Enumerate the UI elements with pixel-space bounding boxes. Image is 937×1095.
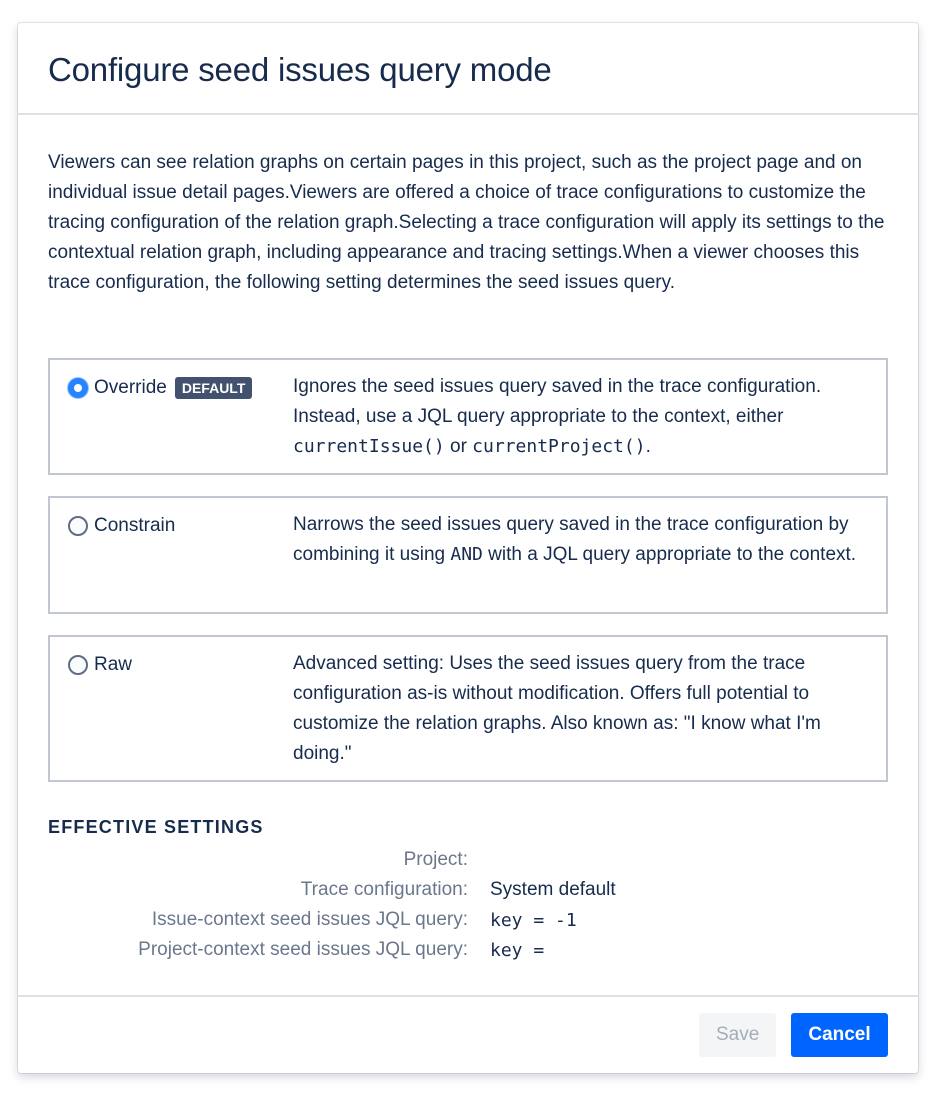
override-desc-or: or	[444, 436, 473, 457]
effective-row-trace-config	[48, 875, 888, 905]
effective-row-project	[48, 845, 888, 875]
constrain-desc-text: Narrows the seed issues query saved in the trace configuration by combining it using	[293, 514, 849, 565]
option-raw-description: Advanced setting: Uses the seed issues query from the trace configuration as-is without modification. Offers full potential to customize the relation graphs. Also known as: "I know what I'm doing."	[293, 653, 821, 764]
code-current-issue: currentIssue()	[293, 436, 445, 457]
effective-row-project-query	[48, 935, 888, 965]
intro-text: Viewers can see relation graphs on certain pages in this project, such as the project page and on individual issue detail pages.Viewers are offered a choice of trace configurations to customize the tracing configuration of the relation graph.Selecting a trace configuration will apply its settings to the contextual relation graph, including appearance and tracing settings.When a viewer chooses this trace configuration, the following setting determines the seed issues query.	[48, 152, 885, 293]
override-desc-end: .	[645, 436, 651, 457]
option-override-description	[293, 372, 876, 462]
effective-key: Trace configuration:	[300, 879, 468, 900]
effective-key: Project:	[403, 849, 468, 870]
option-constrain[interactable]	[48, 496, 888, 614]
effective-settings-heading: EFFECTIVE SETTINGS	[48, 817, 264, 837]
option-constrain-control[interactable]	[68, 512, 175, 540]
effective-settings-table	[48, 845, 888, 965]
save-button[interactable]: Save	[699, 1013, 776, 1057]
effective-value: System default	[490, 879, 616, 900]
override-desc-text: Ignores the seed issues query saved in the trace configuration. Instead, use a JQL query appropriate to the context, either	[293, 376, 822, 427]
code-and: AND	[450, 544, 483, 565]
cancel-button[interactable]: Cancel	[791, 1013, 888, 1057]
effective-value: key =	[490, 939, 556, 961]
option-constrain-description	[293, 510, 876, 570]
dialog-footer	[18, 995, 918, 1073]
option-override-control[interactable]	[68, 374, 252, 402]
constrain-desc-end: with a JQL query appropriate to the context.	[482, 544, 857, 565]
option-override-label: Override	[94, 377, 167, 398]
dialog-title: Configure seed issues query mode	[48, 51, 552, 88]
dialog-body	[18, 115, 918, 298]
effective-value: key = -1	[490, 909, 577, 931]
code-current-project: currentProject()	[472, 436, 646, 457]
radio-override[interactable]	[68, 378, 88, 398]
option-constrain-label: Constrain	[94, 515, 176, 536]
configure-dialog	[18, 23, 918, 1073]
option-raw-control[interactable]	[68, 651, 132, 679]
radio-raw[interactable]	[68, 655, 88, 675]
effective-key: Issue-context seed issues JQL query:	[151, 909, 468, 930]
dialog-header	[18, 23, 918, 115]
default-badge: DEFAULT	[175, 377, 253, 399]
option-raw[interactable]	[48, 635, 888, 782]
option-override[interactable]	[48, 358, 888, 475]
option-raw-label: Raw	[94, 654, 133, 675]
effective-row-issue-query	[48, 905, 888, 935]
radio-constrain[interactable]	[68, 516, 88, 536]
effective-key: Project-context seed issues JQL query:	[138, 939, 468, 960]
